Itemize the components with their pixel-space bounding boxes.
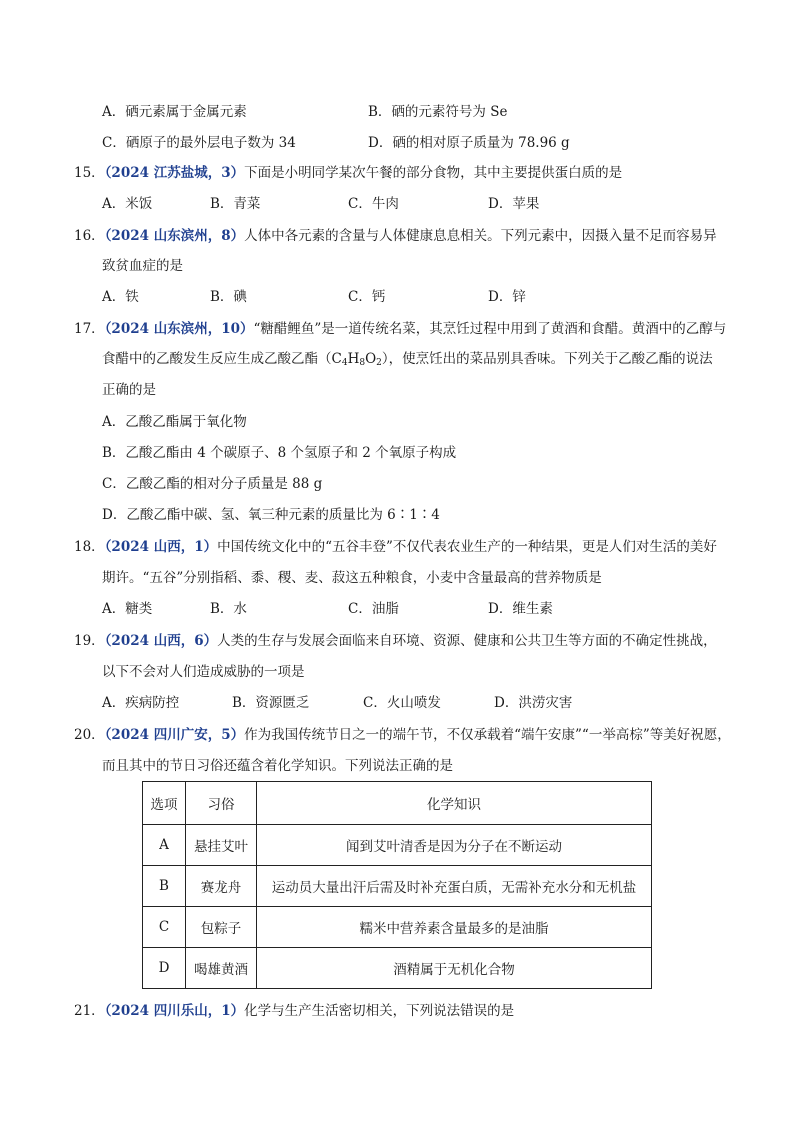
q15-option-a: A．米饭	[102, 196, 153, 212]
formula-element: H	[347, 351, 360, 367]
q17-text-part: 食醋中的乙酸发生反应生成乙酸乙酯（C	[102, 351, 342, 367]
q14-option-c: C．硒原子的最外层电子数为 34	[102, 135, 296, 151]
q16-number: 16．	[74, 228, 105, 244]
q19-number: 19．	[74, 633, 105, 649]
q16-option-c: C．钙	[348, 289, 386, 305]
q15-stem-text: 下面是小明同学某次午餐的部分食物，其中主要提供蛋白质的是	[244, 165, 623, 181]
q17-stem-line2	[102, 350, 713, 368]
q14-option-a: A．硒元素属于金属元素	[102, 104, 247, 120]
q14-option-d: D．硒的相对原子质量为 78.96 g	[368, 135, 570, 151]
q16-stem-line2: 致贫血症的是	[102, 258, 183, 274]
table-cell-knowledge: 运动员大量出汗后需及时补充蛋白质，无需补充水分和无机盐	[257, 866, 652, 907]
q18-option-a: A．糖类	[102, 601, 153, 617]
q19-option-c: C．火山喷发	[363, 695, 441, 711]
q21-stem-text: 化学与生产生活密切相关，下列说法错误的是	[244, 1003, 515, 1019]
q17-stem-line1: “糖醋鲤鱼”是一道传统名菜，其烹饪过程中用到了黄酒和食醋。黄酒中的乙醇与	[253, 321, 727, 337]
q16-option-a: A．铁	[102, 289, 139, 305]
table-row	[143, 866, 652, 907]
table-row	[143, 948, 652, 989]
q17-stem	[74, 320, 726, 338]
formula-element: O	[365, 351, 377, 367]
q20-source: （2024 四川广安，5）	[104, 727, 245, 743]
q21-number: 21．	[74, 1003, 105, 1019]
q18-stem	[74, 538, 717, 556]
q17-option-a: A．乙酸乙酯属于氧化物	[102, 414, 247, 430]
q20-knowledge-table	[142, 781, 652, 989]
q20-stem-line2: 而且其中的节日习俗还蕴含着化学知识。下列说法正确的是	[102, 758, 453, 774]
table-header-option: 选项	[143, 782, 186, 825]
q20-stem-line1: 作为我国传统节日之一的端午节，不仅承载着“端午安康”“一举高棕”等美好祝愿，	[244, 727, 731, 743]
q19-stem-line1: 人类的生存与发展会面临来自环境、资源、健康和公共卫生等方面的不确定性挑战，	[217, 633, 717, 649]
table-cell-knowledge: 闻到艾叶清香是因为分子在不断运动	[257, 825, 652, 866]
table-cell-custom: 赛龙舟	[186, 866, 257, 907]
formula-subscript: 2	[376, 358, 382, 368]
table-row	[143, 907, 652, 948]
q17-number: 17．	[74, 321, 105, 337]
q16-stem	[74, 227, 717, 245]
q18-stem-line2: 期许。“五谷”分别指稻、黍、稷、麦、菽这五种粮食，小麦中含量最高的营养物质是	[102, 570, 602, 586]
formula-subscript: 4	[341, 358, 348, 368]
table-cell-custom: 喝雄黄酒	[186, 948, 257, 989]
table-cell-knowledge: 糯米中营养素含量最多的是油脂	[257, 907, 652, 948]
table-row	[143, 825, 652, 866]
q15-option-d: D．苹果	[488, 196, 540, 212]
q17-option-c: C．乙酸乙酯的相对分子质量是 88 g	[102, 476, 323, 492]
q16-option-b: B．碘	[210, 289, 247, 305]
q19-stem-line2: 以下不会对人们造成威胁的一项是	[102, 664, 305, 680]
q17-option-b: B．乙酸乙酯由 4 个碳原子、8 个氢原子和 2 个氧原子构成	[102, 445, 457, 461]
q16-source: （2024 山东滨州，8）	[104, 228, 245, 244]
table-cell-option: A	[143, 825, 186, 866]
table-header-custom: 习俗	[186, 782, 257, 825]
table-header-knowledge: 化学知识	[257, 782, 652, 825]
table-header-row	[143, 782, 652, 825]
q15-option-b: B．青菜	[210, 196, 261, 212]
q17-option-d: D．乙酸乙酯中碳、氢、氧三种元素的质量比为 6∶1∶4	[102, 507, 440, 523]
table-cell-custom: 悬挂艾叶	[186, 825, 257, 866]
q15-number: 15．	[74, 165, 105, 181]
q15-stem	[74, 164, 622, 182]
table-cell-option: C	[143, 907, 186, 948]
q19-source: （2024 山西，6）	[104, 633, 218, 649]
q17-source: （2024 山东滨州，10）	[104, 321, 254, 337]
q15-source: （2024 江苏盐城，3）	[104, 165, 245, 181]
q20-number: 20．	[74, 727, 105, 743]
q18-option-b: B．水	[210, 601, 247, 617]
q17-stem-line3: 正确的是	[102, 382, 156, 398]
q19-option-d: D．洪涝灾害	[494, 695, 573, 711]
table-cell-option: D	[143, 948, 186, 989]
q18-source: （2024 山西，1）	[104, 539, 218, 555]
q21-stem	[74, 1002, 514, 1020]
q16-option-d: D．锌	[488, 289, 526, 305]
q17-text-part: ），使烹饪出的菜品别具香味。下列关于乙酸乙酯的说法	[381, 351, 713, 367]
q21-source: （2024 四川乐山，1）	[104, 1003, 245, 1019]
q18-option-c: C．油脂	[348, 601, 399, 617]
q18-stem-line1: 中国传统文化中的“五谷丰登”不仅代表农业生产的一种结果，更是人们对生活的美好	[217, 539, 717, 555]
table-cell-knowledge: 酒精属于无机化合物	[257, 948, 652, 989]
q18-option-d: D．维生素	[488, 601, 553, 617]
q19-option-a: A．疾病防控	[102, 695, 180, 711]
q16-stem-line1: 人体中各元素的含量与人体健康息息相关。下列元素中，因摄入量不足而容易异	[244, 228, 717, 244]
q15-option-c: C．牛肉	[348, 196, 399, 212]
q18-number: 18．	[74, 539, 105, 555]
formula-subscript: 8	[359, 358, 366, 368]
q19-stem	[74, 632, 717, 650]
q14-option-b: B．硒的元素符号为 Se	[368, 104, 508, 120]
q20-stem	[74, 726, 731, 744]
table-cell-option: B	[143, 866, 186, 907]
table-cell-custom: 包粽子	[186, 907, 257, 948]
q19-option-b: B．资源匮乏	[232, 695, 310, 711]
